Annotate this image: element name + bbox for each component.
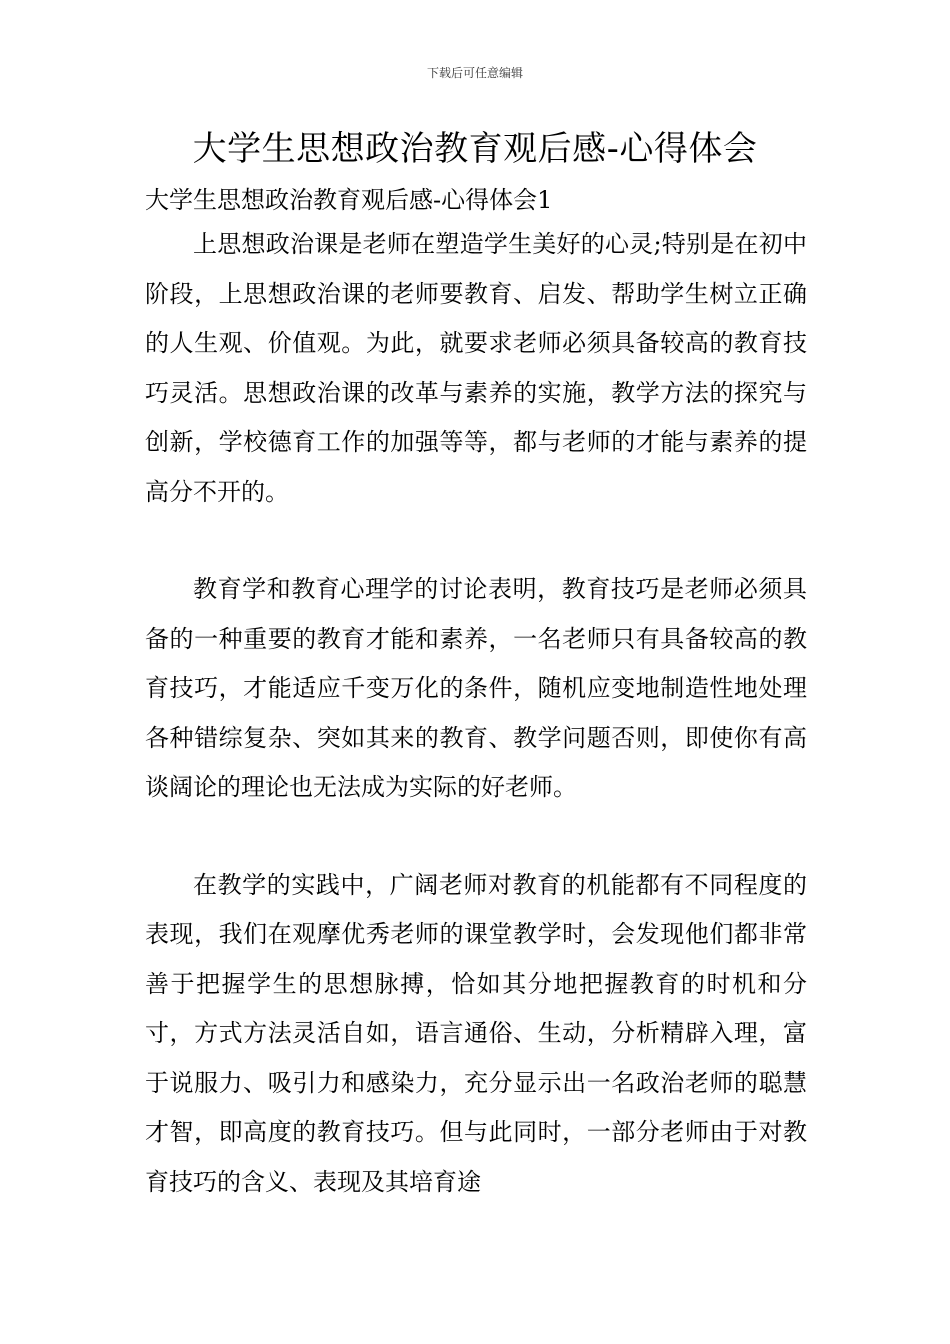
document-body: [145, 180, 807, 1207]
document-title: 大学生思想政治教育观后感-心得体会: [192, 129, 758, 169]
page-header-note: 下载后可任意编辑: [426, 66, 523, 80]
paragraph-3: 在教学的实践中，广阔老师对教育的机能都有不同程度的表现，我们在观摩优秀老师的课堂教学时，会发现他们都非常善于把握学生的思想脉搏，恰如其分地把握教育的时机和分寸，方式方法灵活自如，语言通俗、生动，分析精辟入理，富于说服力、吸引力和感染力，充分显示出一名政治老师的聪慧才智，即高度的教育技巧。但与此同时，一部分老师由于对教育技巧的含义、表现及其培育途: [145, 870, 807, 1196]
section-heading: 大学生思想政治教育观后感-心得体会1: [145, 186, 553, 214]
paragraph-2: 教育学和教育心理学的讨论表明，教育技巧是老师必须具备的一种重要的教育才能和素养，一名老师只有具备较高的教育技巧，才能适应千变万化的条件，随机应变地制造性地处理各种错综复杂、突如其来的教育、教学问题否则，即使你有高谈阔论的理论也无法成为实际的好老师。: [145, 575, 807, 801]
paragraph-1: 上思想政治课是老师在塑造学生美好的心灵;特别是在初中阶段，上思想政治课的老师要教育、启发、帮助学生树立正确的人生观、价值观。为此，就要求老师必须具备较高的教育技巧灵活。思想政治课的改革与素养的实施，教学方法的探究与创新，学校德育工作的加强等等，都与老师的才能与素养的提高分不开的。: [145, 230, 807, 506]
